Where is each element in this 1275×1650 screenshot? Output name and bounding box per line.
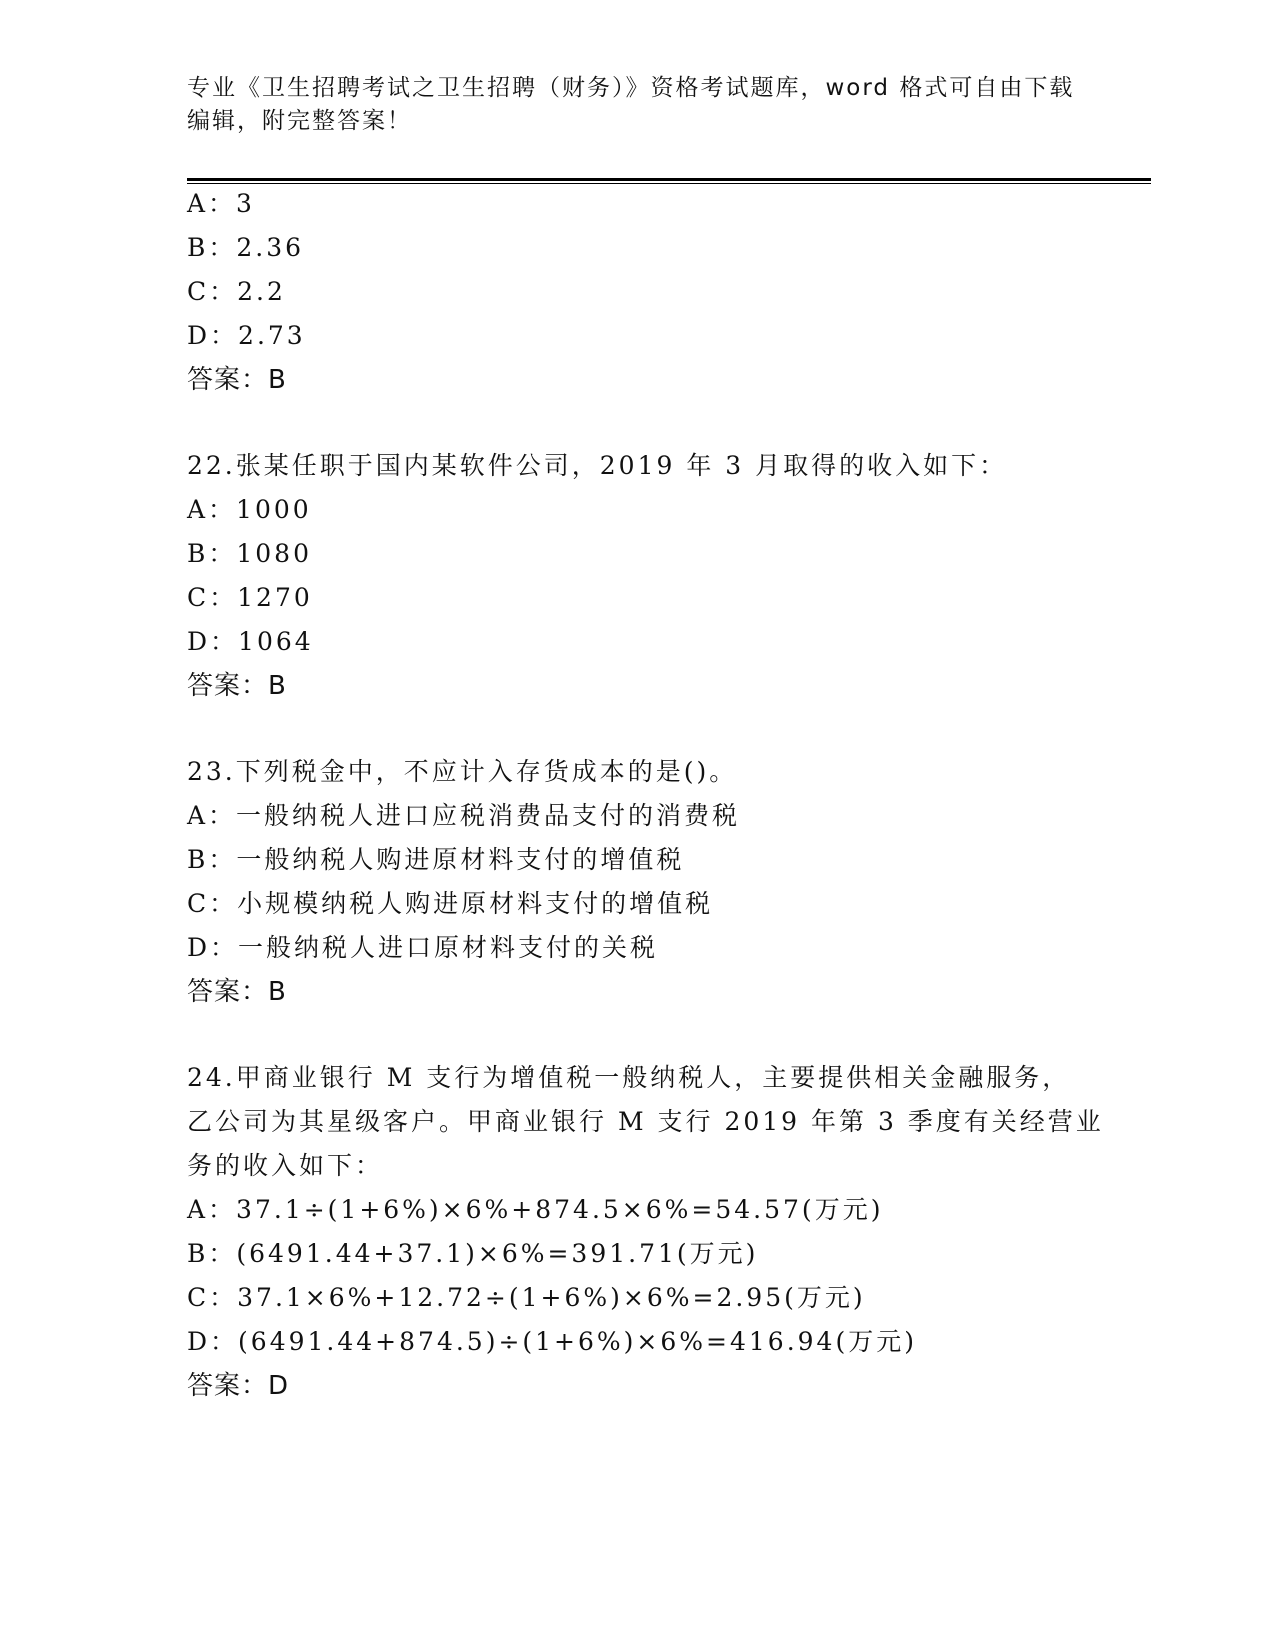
q23-option-a: A：一般纳税人进口应税消费品支付的消费税 xyxy=(187,801,741,830)
q22-answer: 答案：B xyxy=(187,671,287,701)
q24-option-c: C：37.1×6%+12.72÷(1+6%)×6%=2.95(万元) xyxy=(187,1283,866,1312)
q24-option-a: A：37.1÷(1+6%)×6%+874.5×6%=54.57(万元) xyxy=(187,1195,884,1224)
q21-option-b: B：2.36 xyxy=(187,233,305,262)
q24-stem-line-3: 务的收入如下： xyxy=(187,1151,384,1180)
q24-answer: 答案：D xyxy=(187,1371,290,1401)
q22-option-a: A：1000 xyxy=(187,495,312,524)
header-divider-thick xyxy=(187,178,1151,181)
q22-option-d: D：1064 xyxy=(187,627,314,656)
q23-answer: 答案：B xyxy=(187,977,287,1007)
header-line-1: 专业《卫生招聘考试之卫生招聘（财务）》资格考试题库，word 格式可自由下载 xyxy=(187,75,1075,101)
q22-option-b: B：1080 xyxy=(187,539,312,568)
q24-stem-line-1: 24.甲商业银行 M 支行为增值税一般纳税人，主要提供相关金融服务， xyxy=(187,1063,1071,1092)
q22-stem: 22.张某任职于国内某软件公司，2019 年 3 月取得的收入如下： xyxy=(187,451,1008,480)
header-line-2: 编辑，附完整答案！ xyxy=(187,108,412,134)
q24-option-d: D：(6491.44+874.5)÷(1+6%)×6%=416.94(万元) xyxy=(187,1327,917,1356)
q24-stem-line-2: 乙公司为其星级客户。甲商业银行 M 支行 2019 年第 3 季度有关经营业 xyxy=(187,1107,1104,1136)
document-header xyxy=(187,72,1087,138)
q21-answer: 答案：B xyxy=(187,365,287,395)
q23-option-c: C：小规模纳税人购进原材料支付的增值税 xyxy=(187,889,714,918)
q21-option-a: A：3 xyxy=(187,189,255,218)
q23-option-d: D：一般纳税人进口原材料支付的关税 xyxy=(187,933,659,962)
q22-option-c: C：1270 xyxy=(187,583,313,612)
q21-option-d: D：2.73 xyxy=(187,321,306,350)
q21-option-c: C：2.2 xyxy=(187,277,286,306)
q24-option-b: B：(6491.44+37.1)×6%=391.71(万元) xyxy=(187,1239,759,1268)
header-divider-thin xyxy=(187,183,1151,184)
q23-stem: 23.下列税金中，不应计入存货成本的是()。 xyxy=(187,757,738,786)
q23-option-b: B：一般纳税人购进原材料支付的增值税 xyxy=(187,845,685,874)
